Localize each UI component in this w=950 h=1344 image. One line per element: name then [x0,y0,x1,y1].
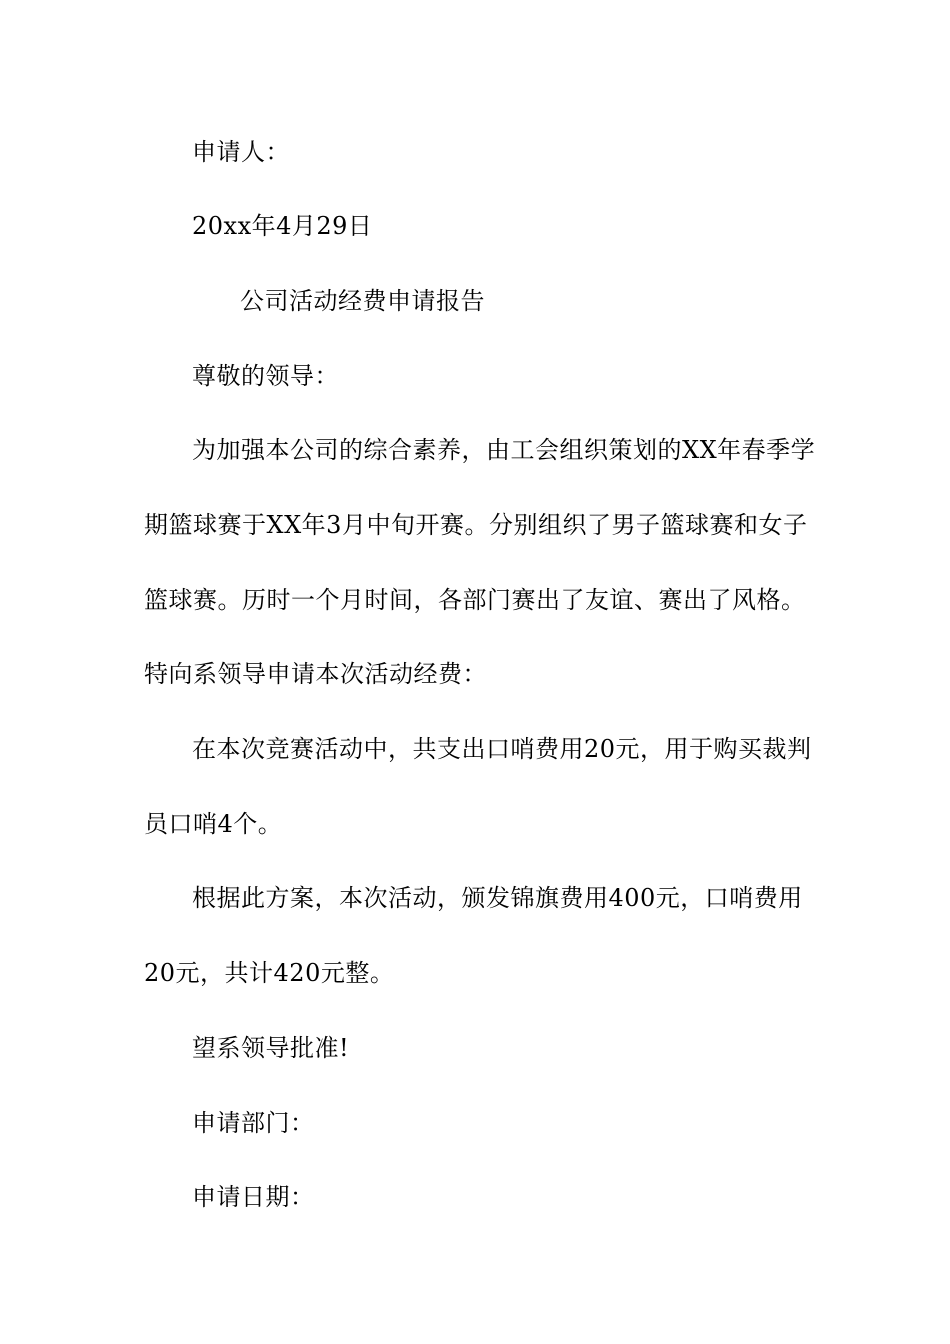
applicant-label: 申请人： [192,138,290,166]
closing-request: 望系领导批准! [192,1034,350,1062]
paragraph-line: 篮球赛。历时一个月时间，各部门赛出了友谊、赛出了风格。 [144,586,806,614]
paragraph-line: 根据此方案，本次活动，颁发锦旗费用400元，口哨费用 [192,884,803,912]
paragraph-line: 期篮球赛于XX年3月中旬开赛。分别组织了男子篮球赛和女子 [144,511,808,539]
paragraph-line: 在本次竞赛活动中，共支出口哨费用20元，用于购买裁判 [192,735,812,763]
department-label: 申请部门： [192,1109,315,1137]
paragraph-line: 员口哨4个。 [144,810,283,838]
document-title: 公司活动经费申请报告 [240,287,485,315]
paragraph-line: 为加强本公司的综合素养，由工会组织策划的XX年春季学 [192,436,816,464]
salutation: 尊敬的领导： [192,362,339,390]
apply-date-label: 申请日期： [192,1183,315,1211]
paragraph-line: 特向系领导申请本次活动经费： [144,660,487,688]
paragraph-line: 20元，共计420元整。 [144,959,395,987]
report-date: 20xx年4月29日 [192,212,373,240]
